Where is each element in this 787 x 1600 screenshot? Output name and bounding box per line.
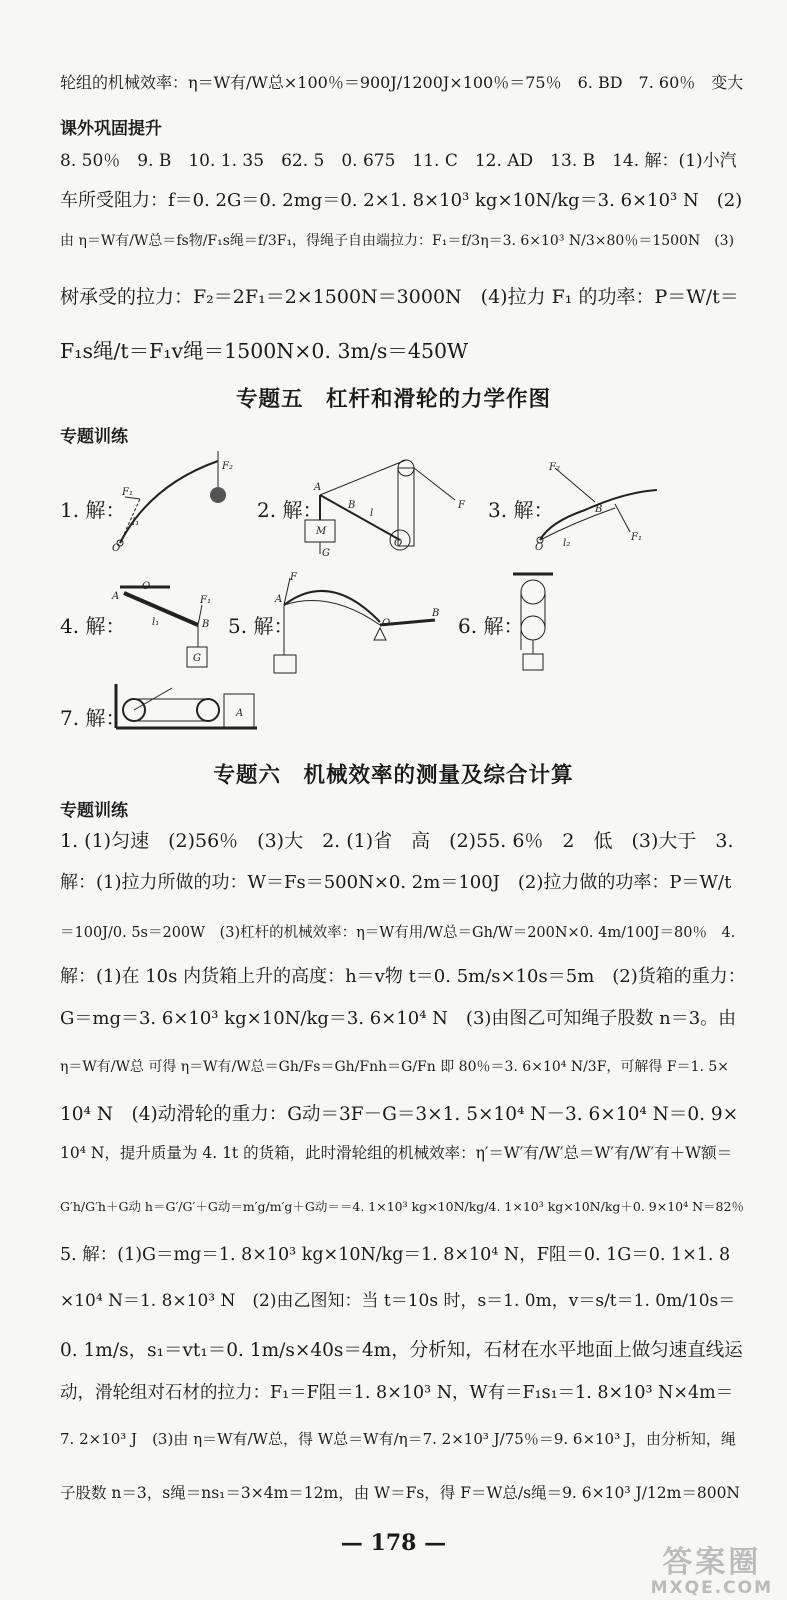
text-line: 树承受的拉力：F₂＝2F₁＝2×1500N＝3000N (4)拉力 F₁ 的功率：P＝W/t＝: [60, 286, 739, 308]
label-M: M: [316, 526, 327, 537]
text-line: η＝W有/W总 可得 η＝W有/W总＝Gh/Fs＝Gh/Fnh＝G/Fn 即 80％＝3. 6×10⁴ N/3F，可解得 F＝1. 5×: [60, 1059, 730, 1075]
label-F1: F₁: [631, 532, 642, 543]
text-line: ＝100J/0. 5s＝200W (3)杠杆的机械效率：η＝W有用/W总＝Gh/W＝200N×0. 4m/100J＝80％ 4.: [60, 925, 736, 941]
text-line: 10⁴ N，提升质量为 4. 1t 的货箱，此时滑轮组的机械效率：η′＝W′有/W′总＝W′有/W′有＋W额＝: [60, 1144, 733, 1162]
text-line: 解：(1)拉力所做的功：W＝Fs＝500N×0. 2m＝100J (2)拉力做的功率：P＝W/t: [60, 872, 732, 893]
label-O: O: [382, 618, 391, 629]
figure-label: 4. 解：: [60, 614, 126, 638]
section-subtitle: 课外巩固提升: [60, 119, 162, 139]
figure-label: 5. 解：: [228, 614, 294, 638]
text-line: F₁s绳/t＝F₁v绳＝1500N×0. 3m/s＝450W: [60, 339, 469, 363]
text-line: ×10⁴ N＝1. 8×10³ N (2)由乙图知：当 t＝10s 时，s＝1. 0m，v＝s/t＝1. 0m/10s＝: [60, 1291, 736, 1311]
label-A: A: [275, 594, 283, 605]
text-line: 由 η＝W有/W总＝fs物/F₁s绳＝f/3F₁，得绳子自由端拉力：F₁＝f/3η＝3. 6×10³ N/3×80％＝1500N (3): [60, 233, 735, 249]
section-subtitle: 专题训练: [60, 801, 128, 821]
lever-diagram-4: [112, 575, 212, 675]
lever-diagram-5: [270, 570, 450, 680]
label-G: G: [322, 548, 330, 559]
label-l2: l₂: [563, 538, 571, 549]
label-G: G: [193, 653, 201, 664]
watermark-text: 答案圈: [662, 1545, 762, 1580]
text-line: 1. (1)匀速 (2)56％ (3)大 2. (1)省 高 (2)55. 6％ 2 低 (3)大于 3.: [60, 830, 734, 852]
watermark-logo: [650, 1545, 773, 1598]
lever-diagram-3: [535, 462, 665, 552]
label-O: O: [535, 542, 544, 553]
label-O: O: [112, 543, 121, 554]
text-line: 5. 解：(1)G＝mg＝1. 8×10³ kg×10N/kg＝1. 8×10⁴ N，F阻＝0. 1G＝0. 1×1. 8: [60, 1245, 731, 1265]
label-F2: F₂: [222, 461, 233, 472]
label-A: A: [236, 708, 244, 719]
figure-label: 1. 解：: [60, 498, 126, 522]
text-line: G′h/G′h＋G动 h＝G′/G′＋G动＝m′g/m′g＋G动＝＝4. 1×10³ kg×10N/kg/4. 1×10³ kg×10N/kg＋0. 9×10⁴ N＝82％: [60, 1199, 744, 1214]
lever-diagram-2: [300, 450, 470, 560]
text-line: 8. 50％ 9. B 10. 1. 35 62. 5 0. 675 11. C 12. AD 13. B 14. 解：(1)小汽: [60, 151, 737, 171]
figure-label: 2. 解：: [257, 498, 323, 522]
label-B: B: [202, 619, 210, 630]
watermark-url: MXQE.COM: [650, 1578, 773, 1598]
pulley-diagram-6: [508, 570, 558, 680]
label-A: A: [112, 591, 120, 602]
label-B: B: [348, 500, 356, 511]
figure-label: 3. 解：: [488, 498, 554, 522]
text-line: 动，滑轮组对石材的拉力：F₁＝F阻＝1. 8×10³ N，W有＝F₁s₁＝1. 8×10³ N×4m＝: [60, 1383, 734, 1403]
label-F2: F₂: [549, 462, 560, 473]
label-O: O: [142, 581, 151, 592]
section-heading: 专题六 机械效率的测量及综合计算: [213, 763, 574, 788]
page-number: — 178 —: [340, 1530, 447, 1556]
text-line: 车所受阻力：f＝0. 2G＝0. 2mg＝0. 2×1. 8×10³ kg×10N/kg＝3. 6×10³ N (2): [60, 190, 743, 211]
label-F1: F₁: [122, 487, 133, 498]
label-B: B: [432, 608, 440, 619]
figure-label: 7. 解：: [60, 706, 126, 730]
label-A: A: [314, 482, 322, 493]
figure-label: 6. 解：: [458, 614, 524, 638]
text-line: 0. 1m/s，s₁＝vt₁＝0. 1m/s×40s＝4m，分析知，石材在水平地面上做匀速直线运: [60, 1340, 743, 1361]
text-line: 轮组的机械效率：η＝W有/W总×100％＝900J/1200J×100％＝75％ 6. BD 7. 60％ 变大: [60, 73, 744, 92]
section-subtitle: 专题训练: [60, 427, 128, 447]
label-O: O: [394, 538, 403, 549]
pulley-diagram-7: [112, 680, 262, 735]
text-line: 10⁴ N (4)动滑轮的重力：G动＝3F－G＝3×1. 5×10⁴ N－3. 6×10⁴ N＝0. 9×: [60, 1104, 739, 1125]
section-heading: 专题五 杠杆和滑轮的力学作图: [235, 387, 551, 412]
label-B: B: [595, 504, 603, 515]
text-line: 解：(1)在 10s 内货箱上升的高度：h＝v物 t＝0. 5m/s×10s＝5m (2)货箱的重力：: [60, 966, 746, 987]
label-F: F: [290, 572, 297, 583]
text-line: 7. 2×10³ J (3)由 η＝W有/W总，得 W总＝W有/η＝7. 2×10³ J/75％＝9. 6×10³ J，由分析知，绳: [60, 1430, 736, 1448]
lever-diagram-1: [110, 455, 240, 555]
text-line: G＝mg＝3. 6×10³ kg×10N/kg＝3. 6×10⁴ N (3)由图乙可知绳子股数 n＝3。由: [60, 1008, 737, 1029]
label-l1: l₁: [152, 617, 160, 628]
label-F: F: [458, 500, 465, 511]
text-line: 子股数 n＝3，s绳＝ns₁＝3×4m＝12m，由 W＝Fs，得 F＝W总/s绳＝9. 6×10³ J/12m＝800N: [60, 1484, 740, 1502]
label-l1: l₁: [132, 517, 140, 528]
label-l: l: [370, 508, 374, 519]
label-F1: F₁: [200, 595, 211, 606]
